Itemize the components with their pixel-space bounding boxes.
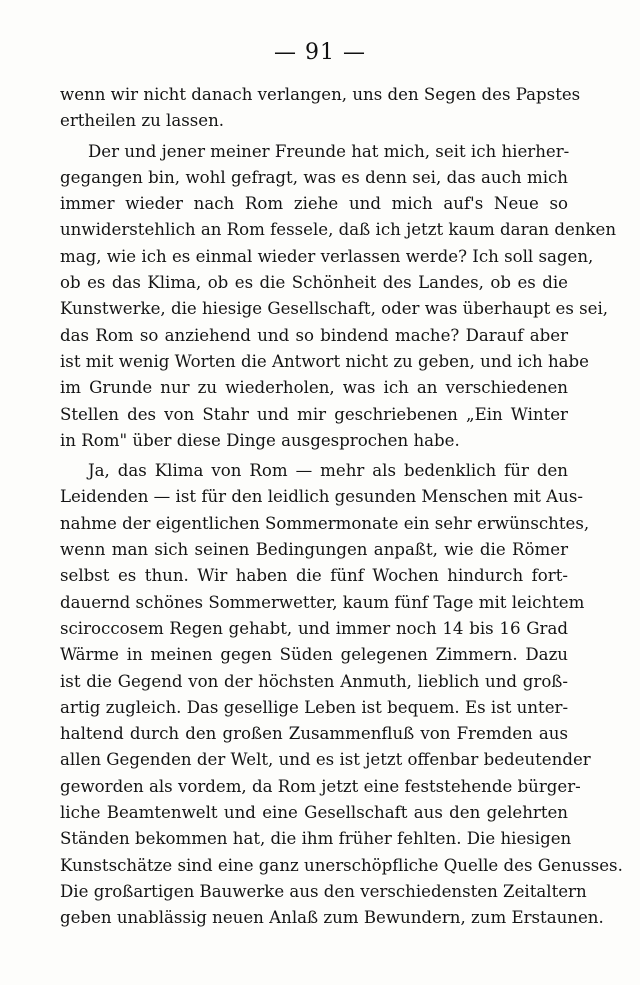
text-line: nahme der eigentlichen Sommermonate ein sehr erwünschtes, xyxy=(60,513,590,533)
text-line: unwiderstehlich an Rom fessele, daß ich jetzt kaum daran denken xyxy=(60,220,617,240)
text-line: Die großartigen Bauwerke aus den verschiedensten Zeitaltern xyxy=(60,881,587,901)
text-line: geben unablässig neuen Anlaß zum Bewundern, zum Erstaunen. xyxy=(60,908,604,928)
text-line: liche Beamtenwelt und eine Gesellschaft aus den gelehrten xyxy=(60,803,568,823)
text-line: Leidenden — ist für den leidlich gesunden Menschen mit Aus- xyxy=(60,487,583,507)
text-line: Stellen des von Stahr und mir geschriebenen „Ein Winter xyxy=(60,404,568,424)
text-line: wenn wir nicht danach verlangen, uns den Segen des Papstes xyxy=(60,85,581,104)
text-line: Kunstwerke, die hiesige Gesellschaft, oder was überhaupt es sei, xyxy=(60,299,609,319)
text-line: das Rom so anziehend und so bindend mache? Darauf aber xyxy=(60,325,568,345)
text-line: haltend durch den großen Zusammenfluß von Fremden aus xyxy=(60,724,568,744)
text-line: gegangen bin, wohl gefragt, was es denn sei, das auch mich xyxy=(60,167,568,187)
paragraph xyxy=(60,139,617,455)
text-line: in Rom" über diese Dinge ausgesprochen habe. xyxy=(60,430,460,450)
text-line: ob es das Klima, ob es die Schönheit des Landes, ob es die xyxy=(60,273,568,293)
text-line: mag, wie ich es einmal wieder verlassen werde? Ich soll sagen, xyxy=(60,246,594,266)
body-text xyxy=(60,82,623,932)
text-line: selbst es thun. Wir haben die fünf Wochen hindurch fort- xyxy=(60,566,568,586)
text-line: ertheilen zu lassen. xyxy=(60,111,225,131)
text-line: dauernd schönes Sommerwetter, kaum fünf Tage mit leichtem xyxy=(60,592,585,612)
paragraph xyxy=(60,458,623,931)
text-line: Ständen bekommen hat, die ihm früher fehlten. Die hiesigen xyxy=(60,829,572,849)
text-line: wenn man sich seinen Bedingungen anpaßt, wie die Römer xyxy=(60,540,568,560)
paragraph xyxy=(60,82,581,135)
text-line: Der und jener meiner Freunde hat mich, seit ich hierher- xyxy=(88,141,570,161)
text-line: Wärme in meinen gegen Süden gelegenen Zimmern. Dazu xyxy=(60,645,568,665)
text-line: im Grunde nur zu wiederholen, was ich an verschiedenen xyxy=(60,378,568,398)
text-line: Kunstschätze sind eine ganz unerschöpfliche Quelle des Genusses. xyxy=(60,855,623,875)
text-line: ist mit wenig Worten die Antwort nicht zu geben, und ich habe xyxy=(60,351,589,371)
text-line: sciroccosem Regen gehabt, und immer noch 14 bis 16 Grad xyxy=(60,618,568,638)
text-line: ist die Gegend von der höchsten Anmuth, lieblich und groß- xyxy=(60,671,568,691)
page-number: — 91 — xyxy=(274,40,366,65)
text-line: allen Gegenden der Welt, und es ist jetzt offenbar bedeutender xyxy=(60,750,591,770)
text-line: Ja, das Klima von Rom — mehr als bedenklich für den xyxy=(88,461,568,481)
text-line: geworden als vordem, da Rom jetzt eine feststehende bürger- xyxy=(60,776,581,796)
text-line: immer wieder nach Rom ziehe und mich auf's Neue so xyxy=(60,194,568,214)
text-line: artig zugleich. Das gesellige Leben ist bequem. Es ist unter- xyxy=(60,697,569,717)
